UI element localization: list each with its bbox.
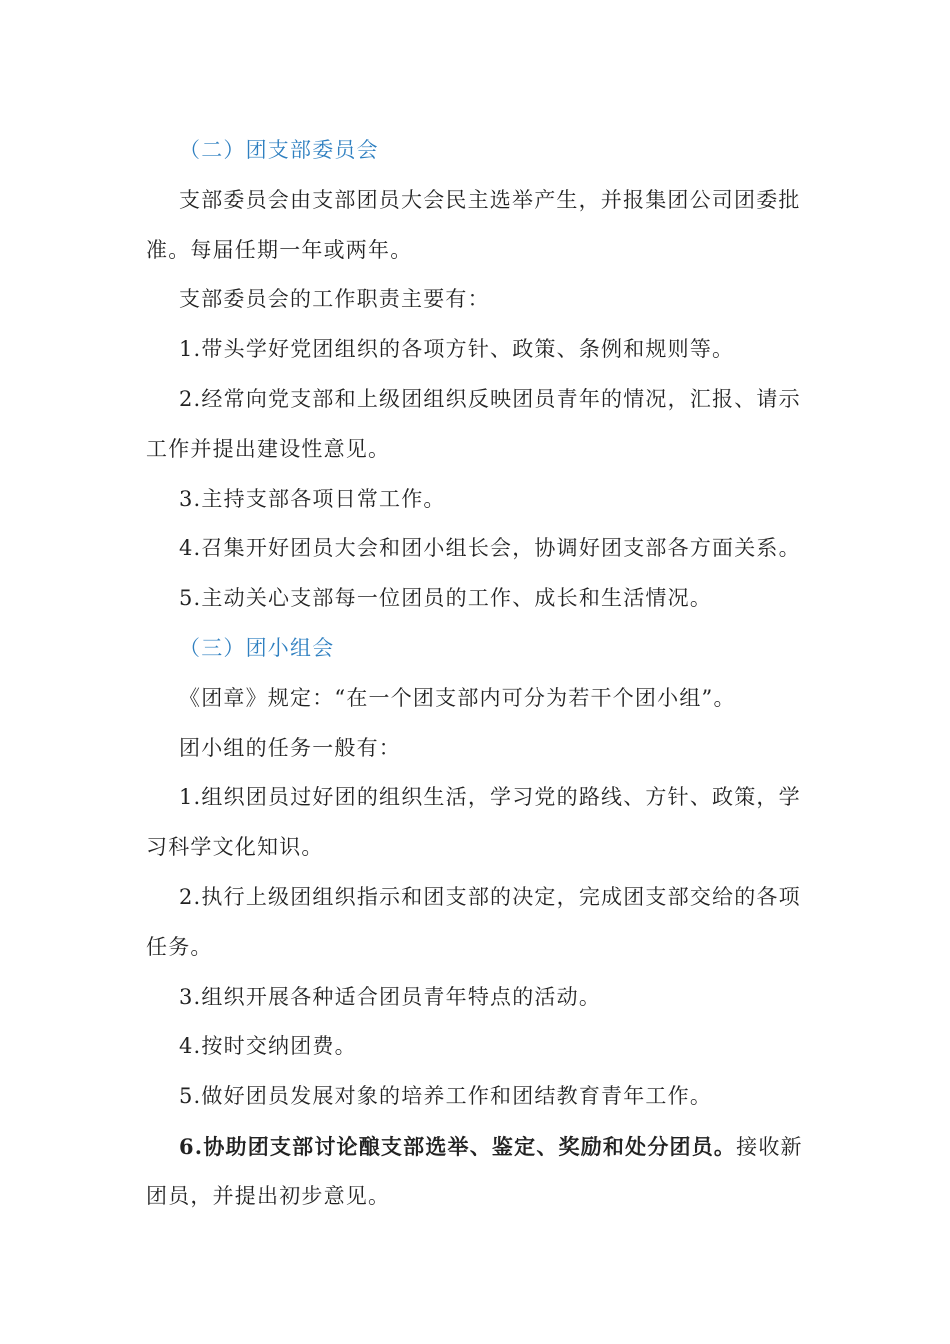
list-item: 4.按时交纳团费。: [179, 1034, 357, 1059]
list-item: 3.组织开展各种适合团员青年特点的活动。: [179, 984, 602, 1009]
list-item: 5.做好团员发展对象的培养工作和团结教育青年工作。: [179, 1084, 713, 1109]
list-item-continuation: 团员，并提出初步意见。: [146, 1183, 391, 1208]
list-item: 1.组织团员过好团的组织生活，学习党的路线、方针、政策，学: [179, 785, 801, 810]
list-item-text: 接收新: [736, 1134, 803, 1159]
list-item: [146, 1122, 806, 1172]
paragraph-text: 支部委员会的工作职责主要有：: [179, 287, 490, 312]
section-heading-3: （三）团小组会: [179, 635, 335, 660]
list-item-continuation: 任务。: [146, 934, 213, 959]
list-item: 3.主持支部各项日常工作。: [179, 486, 446, 511]
list-item: 5.主动关心支部每一位团员的工作、成长和生活情况。: [179, 586, 713, 611]
list-item: 1.带头学好党团组织的各项方针、政策、条例和规则等。: [179, 337, 735, 362]
paragraph-text: 准。每届任期一年或两年。: [146, 237, 413, 262]
paragraph-text: 《团章》规定：“在一个团支部内可分为若干个团小组”。: [179, 685, 736, 710]
list-item: 2.执行上级团组织指示和团支部的决定，完成团支部交给的各项: [179, 884, 801, 909]
paragraph-text: 支部委员会由支部团员大会民主选举产生，并报集团公司团委批: [179, 187, 801, 212]
document-page: [146, 126, 806, 1222]
list-item: 2.经常向党支部和上级团组织反映团员青年的情况，汇报、请示: [179, 386, 801, 411]
list-item-continuation: 工作并提出建设性意见。: [146, 436, 391, 461]
section-heading-2: （二）团支部委员会: [179, 138, 379, 162]
list-item: 4.召集开好团员大会和团小组长会，协调好团支部各方面关系。: [179, 536, 801, 561]
list-item-continuation: 习科学文化知识。: [146, 835, 324, 860]
bold-text: 6.协助团支部讨论酿支部选举、鉴定、奖励和处分团员。: [179, 1133, 737, 1159]
paragraph-text: 团小组的任务一般有：: [179, 735, 401, 760]
